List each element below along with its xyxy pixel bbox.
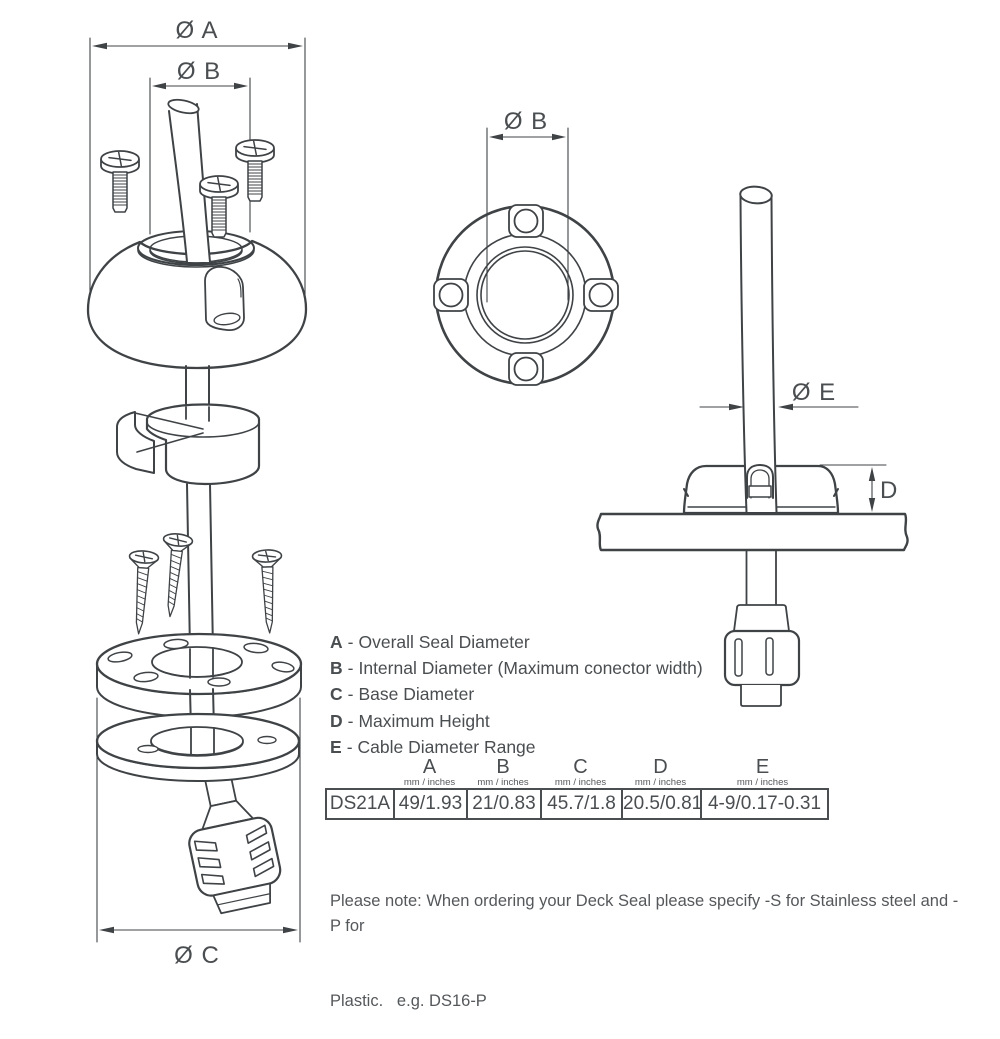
top-flange-ring (97, 634, 301, 717)
column-letter: B (496, 756, 510, 778)
installed-side-view (597, 186, 907, 706)
dim-label-d: D (880, 477, 899, 504)
column-header-a (393, 757, 466, 788)
legend-key: D (330, 710, 343, 731)
installed-connector (725, 551, 799, 706)
column-letter: E (755, 756, 770, 778)
legend-key: B (330, 658, 343, 679)
legend-separator: - (347, 684, 354, 705)
column-unit: mm / inches (477, 777, 529, 788)
gasket-ring (97, 714, 299, 781)
legend-item-d (330, 708, 703, 734)
installed-cable (740, 186, 777, 512)
value-cell-a: 49/1.93 (395, 790, 468, 818)
column-header-b (466, 757, 540, 788)
deck-plank (597, 514, 907, 550)
value-cell-b: 21/0.83 (468, 790, 542, 818)
column-unit: mm / inches (736, 777, 789, 788)
value-cell-c: 45.7/1.8 (542, 790, 623, 818)
column-letter: D (653, 756, 668, 778)
value-cell-e: 4-9/0.17-0.31 (707, 793, 822, 814)
ordering-note (330, 839, 966, 1039)
legend-separator: - (347, 632, 354, 652)
tapping-screws (124, 533, 284, 635)
dim-label-c: Ø C (174, 942, 220, 969)
column-unit: mm / inches (403, 777, 456, 788)
legend-label: Overall Seal Diameter (358, 632, 530, 652)
legend-separator: - (347, 658, 354, 679)
dim-label-a: Ø A (175, 17, 219, 44)
exploded-view (88, 17, 306, 969)
legend-key: E (330, 736, 342, 757)
column-letter: C (573, 756, 588, 778)
spec-table (325, 757, 829, 820)
column-unit: mm / inches (554, 777, 607, 788)
column-header-d (621, 757, 700, 788)
screw-tab (509, 205, 543, 237)
screw-tab (434, 279, 468, 311)
legend-separator: - (346, 736, 353, 757)
screw-tab (584, 279, 618, 311)
legend-key: C (330, 684, 343, 705)
model-cell: DS21A (327, 790, 395, 818)
flange-top-view (434, 108, 618, 385)
note-line-1: Please note: When ordering your Deck Seal please specify -S for Stainless steel and -P for (330, 892, 959, 935)
spec-table-header (325, 757, 829, 788)
spec-table-row (325, 788, 829, 820)
legend (330, 629, 703, 760)
dome-spout (205, 267, 244, 330)
split-bushing (117, 404, 259, 484)
legend-separator: - (347, 710, 354, 731)
dim-label-b: Ø B (176, 58, 222, 85)
column-header-c (540, 757, 621, 788)
value-cell-d: 20.5/0.81 (623, 790, 702, 818)
dome-clip (747, 465, 773, 498)
dim-label-e: Ø E (791, 379, 837, 406)
screw-tab (509, 353, 543, 385)
legend-label: Cable Diameter Range (357, 736, 536, 757)
legend-item-c (330, 681, 703, 707)
legend-label: Internal Diameter (Maximum conector width) (358, 658, 703, 679)
legend-label: Base Diameter (358, 684, 475, 705)
note-line-2: Plastic. e.g. DS16-P (330, 992, 487, 1010)
cable-connector (175, 761, 286, 916)
column-header-e (700, 757, 825, 788)
dim-cable-diameter (700, 379, 858, 410)
header-spacer (325, 757, 393, 788)
cable-mid2 (187, 484, 213, 651)
column-unit: mm / inches (634, 777, 687, 788)
legend-item-a (330, 629, 703, 655)
dim-label-b-top: Ø B (503, 108, 549, 135)
column-letter: A (422, 756, 437, 778)
legend-key: A (330, 632, 343, 652)
legend-item-b (330, 655, 703, 681)
legend-label: Maximum Height (358, 710, 490, 731)
